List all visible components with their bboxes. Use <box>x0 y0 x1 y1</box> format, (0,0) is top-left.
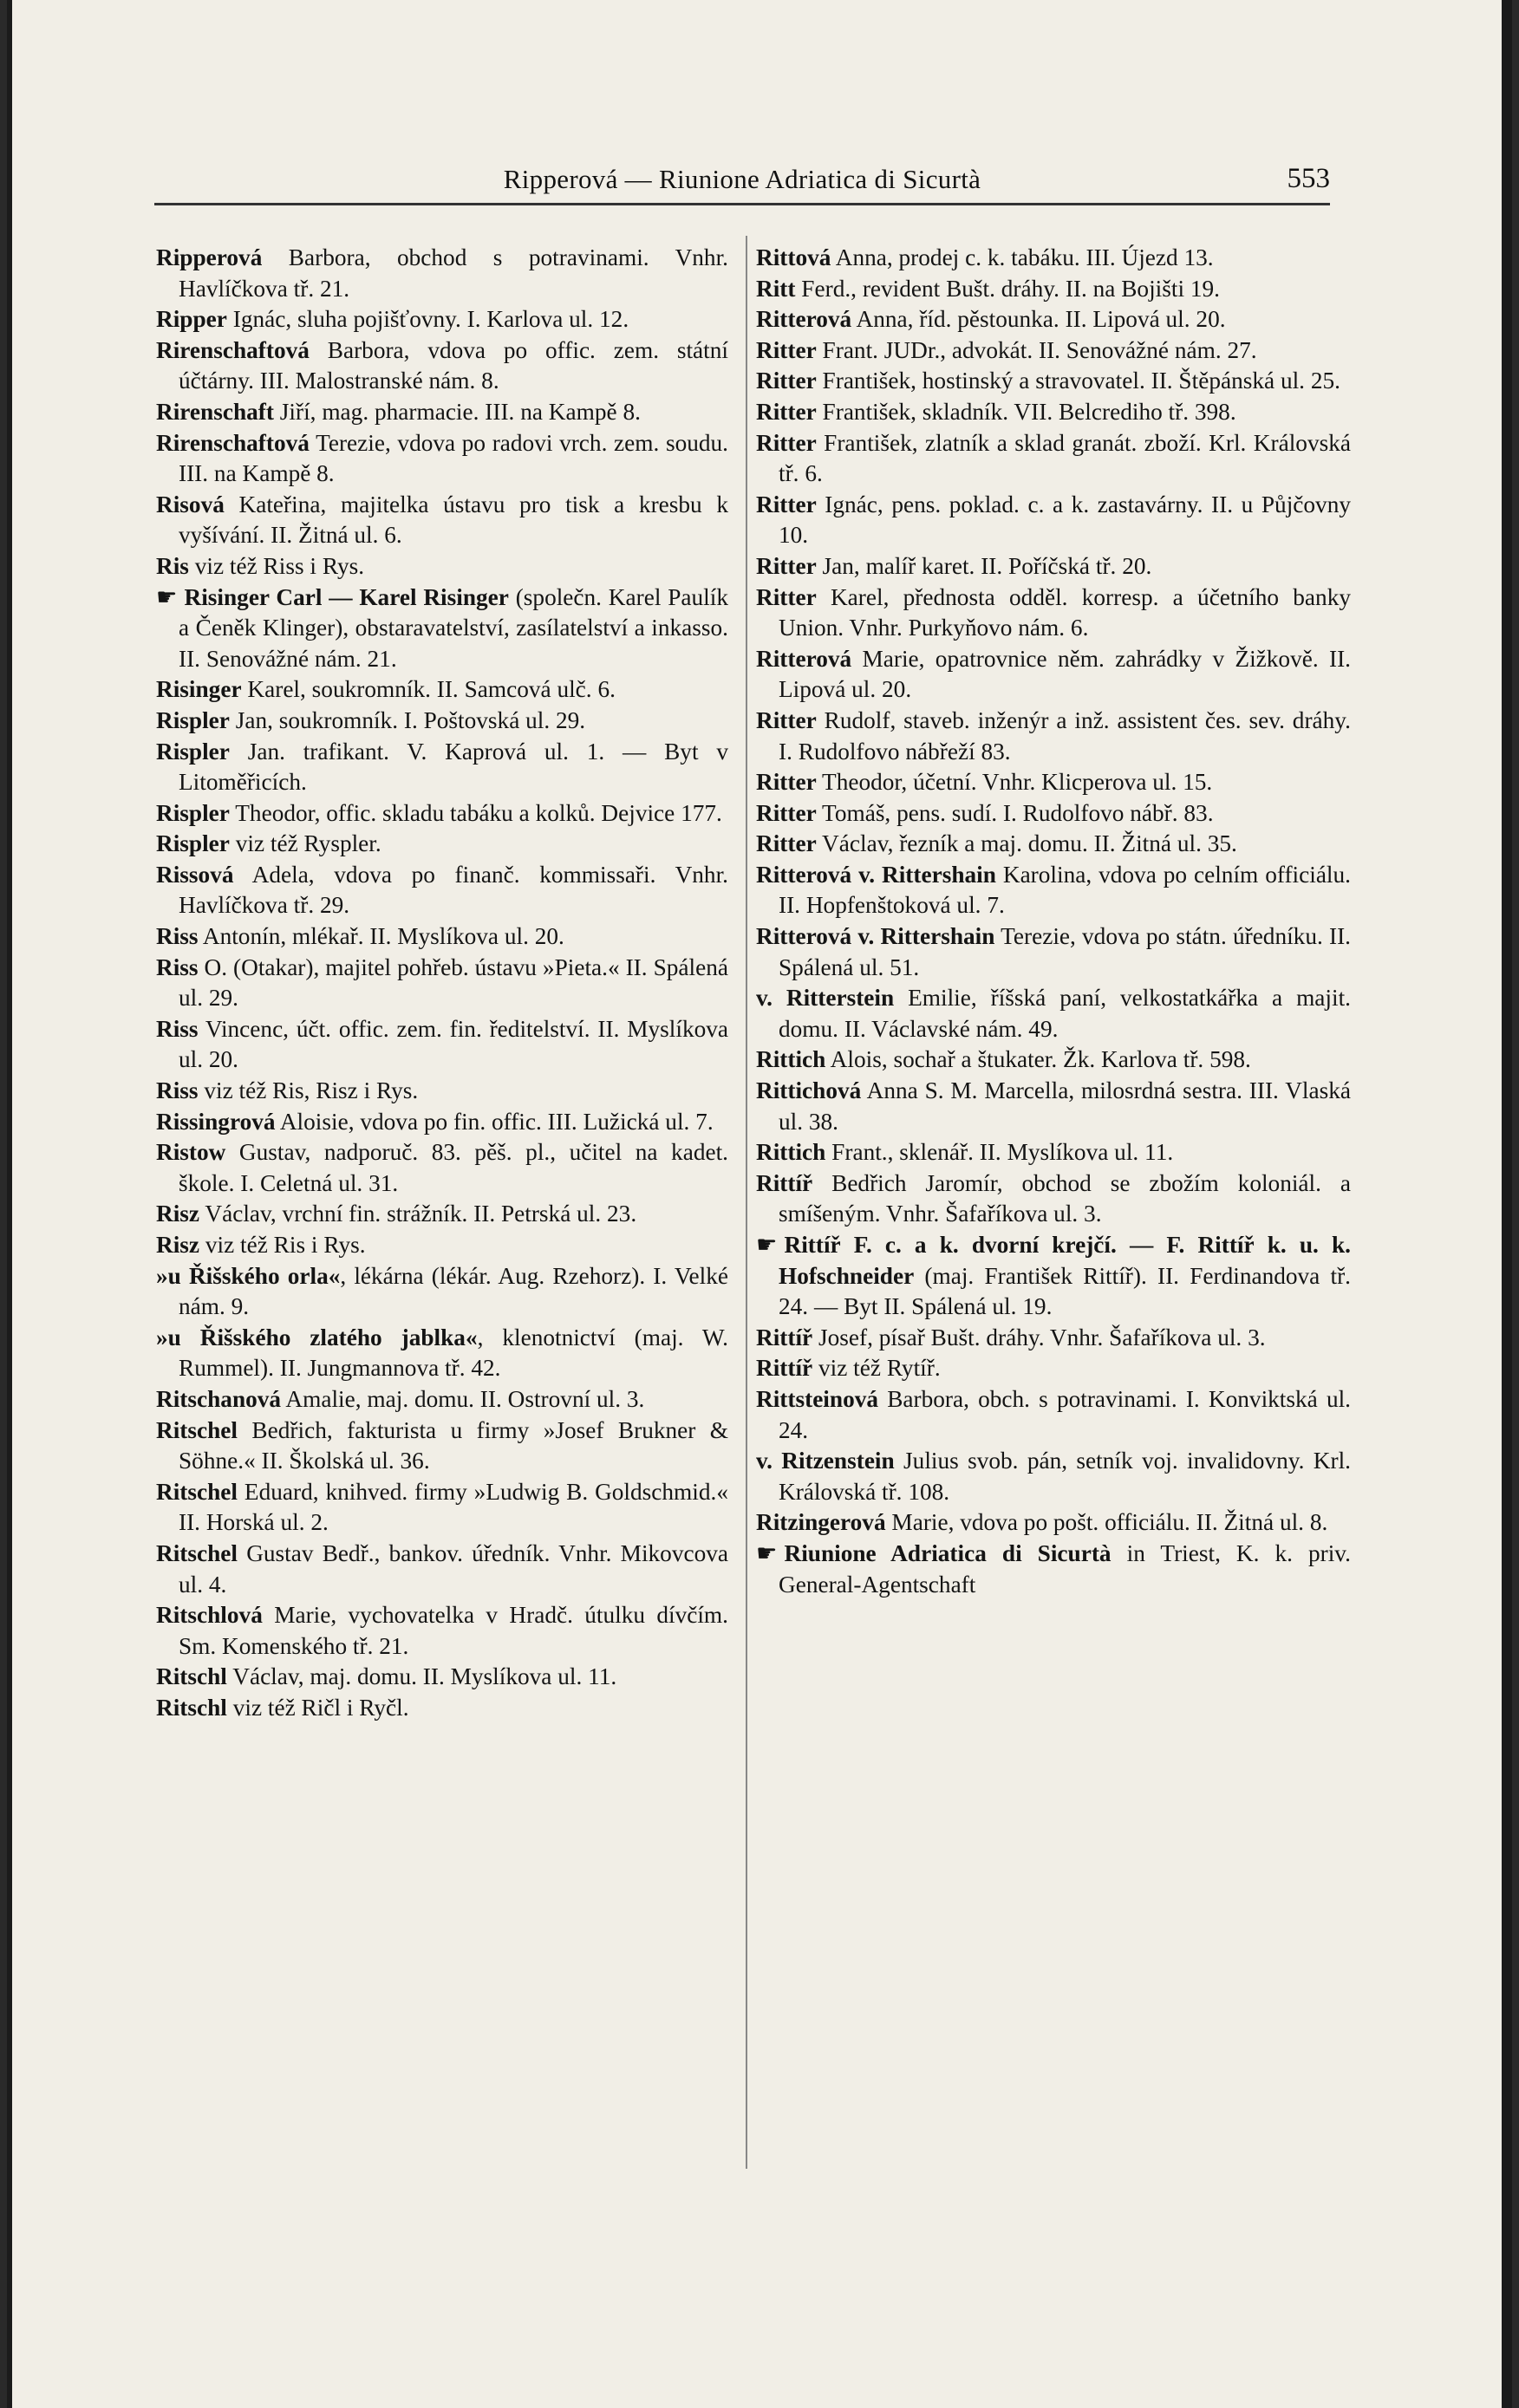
entry-name: Rittíř <box>756 1169 813 1196</box>
entry-details: Terezie, vdova po státn. úředníku. II. Spálená ul. 51. <box>779 923 1351 980</box>
entry-name: Ritterová <box>756 645 852 672</box>
entry-name: Ritschlová <box>156 1602 263 1629</box>
entry-name: Rissingrová <box>156 1108 276 1135</box>
directory-entry <box>756 366 1351 397</box>
entry-details: Emilie, říšská paní, velkostatkářka a majit. domu. II. Václavské nám. 49. <box>779 985 1351 1042</box>
entry-name: Ristow <box>156 1139 226 1166</box>
directory-entry <box>756 1323 1351 1354</box>
directory-entry <box>756 1137 1351 1168</box>
directory-entry <box>156 1230 728 1261</box>
directory-entry <box>156 1014 728 1076</box>
directory-entry <box>156 829 728 860</box>
entry-name: Ritterová v. Rittershain <box>756 923 995 950</box>
entry-details: Barbora, obchod s potravinami. Vnhr. Havlíčkova tř. 21. <box>179 244 728 302</box>
entry-details: Theodor, účetní. Vnhr. Klicperova ul. 15. <box>816 769 1213 796</box>
page-number: 553 <box>1287 163 1330 194</box>
directory-entry <box>756 1446 1351 1507</box>
directory-entry <box>156 1199 728 1230</box>
entry-details: , lékárna (lékár. Aug. Rzehorz). I. Velké nám. 9. <box>179 1262 728 1320</box>
entry-name: Ritter <box>756 830 817 857</box>
entry-details: Alois, sochař a štukater. Žk. Karlova tř. 598. <box>825 1046 1251 1073</box>
entry-details: Theodor, offic. skladu tabáku a kolků. Dejvice 177. <box>229 799 722 826</box>
directory-entry <box>156 1076 728 1107</box>
entry-name: Rissová <box>156 861 234 888</box>
directory-entry <box>756 1384 1351 1446</box>
directory-entry <box>156 1416 728 1477</box>
entry-name: Ritterová v. Rittershain <box>756 861 996 888</box>
directory-entry <box>156 551 728 582</box>
directory-entry <box>756 1076 1351 1137</box>
entry-name: Ripperová <box>156 244 263 270</box>
entry-details: Tomáš, pens. sudí. I. Rudolfovo nábř. 83. <box>816 799 1214 826</box>
directory-entry <box>156 1137 728 1199</box>
directory-entry <box>756 1507 1351 1539</box>
directory-entry <box>156 490 728 551</box>
directory-entry <box>756 1230 1351 1323</box>
entry-details: Jan. trafikant. V. Kaprová ul. 1. — Byt v Litoměřicích. <box>179 738 728 796</box>
entry-name: Rirenschaftová <box>156 336 310 363</box>
entry-details: Adela, vdova po finanč. kommissaři. Vnhr. Havlíčkova tř. 29. <box>179 861 728 919</box>
entry-details: Rudolf, staveb. inženýr a inž. assistent čes. sev. dráhy. I. Rudolfovo nábřeží 83. <box>779 706 1351 765</box>
entry-details: Vincenc, účt. offic. zem. fin. ředitelství. II. Myslíkova ul. 20. <box>179 1015 728 1073</box>
entry-name: Rittíř F. c. a k. dvorní krejčí. — F. Rittíř k. u. k. Hofschneider <box>779 1232 1351 1289</box>
entry-details: Frant. JUDr., advokát. II. Senovážné nám. 27. <box>816 336 1257 363</box>
directory-entry <box>756 582 1351 644</box>
entry-name: Ritschl <box>156 1663 227 1690</box>
directory-entry <box>156 428 728 490</box>
entry-name: Rittsteinová <box>756 1385 879 1412</box>
entry-name: Rispler <box>156 830 230 857</box>
page-edge-right <box>1512 0 1519 2408</box>
entry-name: Rirenschaftová <box>156 429 310 456</box>
entry-details: Anna, říd. pěstounka. II. Lipová ul. 20. <box>851 306 1226 333</box>
pointing-hand-icon: ☛ <box>156 583 178 611</box>
entry-details: viz též Rytíř. <box>812 1355 941 1382</box>
entry-details: Václav, řezník a maj. domu. II. Žitná ul. 35. <box>816 830 1237 857</box>
directory-entry <box>156 397 728 428</box>
directory-entry <box>156 798 728 830</box>
entry-name: Ritschel <box>156 1416 238 1443</box>
entry-details: František, skladník. VII. Belcrediho tř. 398. <box>816 398 1236 425</box>
entry-name: Rittová <box>756 244 831 270</box>
entry-details: , klenotnictví (maj. W. Rummel). II. Jungmannova tř. 42. <box>179 1324 728 1382</box>
entry-details: Ferd., revident Bušt. dráhy. II. na Bojišti 19. <box>795 275 1220 302</box>
entry-name: Ritschl <box>156 1694 227 1721</box>
entry-name: Rittíř <box>756 1355 813 1382</box>
directory-entry <box>156 1662 728 1693</box>
directory-entry <box>156 860 728 921</box>
entry-details: viz též Ris, Risz i Rys. <box>198 1077 419 1104</box>
entry-name: Ritter <box>756 706 817 733</box>
running-title: Ripperová — Riunione Adriatica di Sicurtà <box>503 164 981 194</box>
entry-name: Ritter <box>756 552 817 579</box>
entry-details: Bedřich, fakturista u firmy »Josef Brukner & Söhne.« II. Školská ul. 36. <box>179 1416 728 1474</box>
entry-name: Rispler <box>156 738 230 765</box>
pointing-hand-icon: ☛ <box>756 1232 778 1259</box>
entry-details: Anna S. M. Marcella, milosrdná sestra. III. Vlaská ul. 38. <box>779 1077 1351 1135</box>
directory-page <box>12 0 1502 2408</box>
directory-entry <box>156 706 728 737</box>
entry-name: Ritter <box>756 491 817 517</box>
entry-name: Risinger <box>156 676 242 703</box>
entry-name: Ritter <box>756 799 817 826</box>
entry-details: Anna, prodej c. k. tabáku. III. Újezd 13. <box>831 244 1214 270</box>
entry-name: Rittíř <box>756 1324 813 1350</box>
directory-entry <box>156 674 728 706</box>
entry-details: Antonín, mlékař. II. Myslíkova ul. 20. <box>198 923 564 950</box>
entry-details: viz též Ričl i Ryčl. <box>226 1694 409 1721</box>
entry-name: Ritschanová <box>156 1385 282 1412</box>
entry-name: Rispler <box>156 706 230 733</box>
directory-entry <box>756 1045 1351 1076</box>
entry-name: Rittich <box>756 1046 826 1073</box>
entry-name: Ritter <box>756 336 817 363</box>
directory-entry <box>156 1261 728 1323</box>
entry-details: Václav, vrchní fin. strážník. II. Petrská ul. 23. <box>199 1201 637 1227</box>
entry-name: Ritter <box>756 769 817 796</box>
directory-entry <box>756 274 1351 305</box>
left-column <box>156 243 728 1724</box>
directory-entry <box>156 243 728 304</box>
entry-details: Marie, vdova po pošt. officiálu. II. Žitná ul. 8. <box>885 1509 1328 1536</box>
entry-details: Kateřina, majitelka ústavu pro tisk a kresbu k vyšívání. II. Žitná ul. 6. <box>179 491 728 549</box>
entry-name: Risz <box>156 1232 200 1258</box>
directory-entry <box>756 1168 1351 1230</box>
directory-entry <box>756 706 1351 767</box>
entry-name: Rittichová <box>756 1077 862 1104</box>
entry-details: František, hostinský a stravovatel. II. Štěpánská ul. 25. <box>816 368 1340 394</box>
entry-name: Ritschel <box>156 1478 238 1505</box>
entry-details: Amalie, maj. domu. II. Ostrovní ul. 3. <box>281 1385 645 1412</box>
directory-entry <box>156 304 728 335</box>
entry-details: viz též Riss i Rys. <box>188 552 365 579</box>
entry-details: viz též Ryspler. <box>229 830 381 857</box>
directory-entry <box>156 953 728 1014</box>
entry-name: Ritterová <box>756 306 852 333</box>
entry-details: Jan, soukromník. I. Poštovská ul. 29. <box>229 706 586 733</box>
directory-entry <box>756 428 1351 490</box>
directory-entry <box>156 1539 728 1600</box>
entry-name: Risinger Carl — Karel Risinger <box>184 583 509 610</box>
directory-entry <box>756 243 1351 274</box>
directory-entry <box>756 397 1351 428</box>
entry-name: Ritschel <box>156 1539 238 1566</box>
directory-entry <box>756 767 1351 798</box>
directory-entry <box>756 1539 1351 1600</box>
entry-name: Ritzingerová <box>756 1509 886 1536</box>
directory-entry <box>756 798 1351 830</box>
entry-name: Ris <box>156 552 189 579</box>
entry-name: »u Řišského zlatého jablka« <box>156 1324 478 1350</box>
entry-details: Marie, vychovatelka v Hradč. útulku dívčím. Sm. Komenského tř. 21. <box>179 1602 728 1659</box>
directory-entry <box>756 860 1351 921</box>
entry-name: Rispler <box>156 799 230 826</box>
entry-name: Ritt <box>756 275 796 302</box>
directory-entry <box>156 1477 728 1539</box>
directory-entry <box>756 1353 1351 1384</box>
entry-name: Rirenschaft <box>156 398 274 425</box>
entry-details: Václav, maj. domu. II. Myslíkova ul. 11. <box>226 1663 617 1690</box>
entry-details: Karolina, vdova po celním officiálu. II. Hopfenštoková ul. 7. <box>779 861 1351 919</box>
directory-entry <box>156 1600 728 1662</box>
entry-details: Terezie, vdova po radovi vrch. zem. soudu. III. na Kampě 8. <box>179 429 728 487</box>
directory-entry <box>156 335 728 397</box>
entry-details: Barbora, vdova po offic. zem. státní účtárny. III. Malostranské nám. 8. <box>179 336 728 394</box>
entry-details: Gustav Bedř., bankov. úředník. Vnhr. Mikovcova ul. 4. <box>179 1539 728 1598</box>
directory-entry <box>156 1323 728 1384</box>
entry-name: v. Ritzenstein <box>756 1448 895 1474</box>
directory-entry <box>756 304 1351 335</box>
right-column <box>756 243 1351 1600</box>
entry-details: Jiří, mag. pharmacie. III. na Kampě 8. <box>273 398 641 425</box>
entry-name: Risz <box>156 1201 200 1227</box>
directory-entry <box>756 983 1351 1045</box>
directory-entry <box>156 1693 728 1724</box>
directory-entry <box>756 490 1351 551</box>
entry-name: »u Řišského orla« <box>156 1262 341 1289</box>
entry-details: František, zlatník a sklad granát. zboží. Krl. Královská tř. 6. <box>779 429 1351 487</box>
entry-details: Jan, malíř karet. II. Poříčská tř. 20. <box>816 552 1152 579</box>
directory-entry <box>756 551 1351 582</box>
directory-entry <box>756 335 1351 367</box>
entry-details: in Triest, K. k. priv. General-Agentschaft <box>779 1539 1351 1598</box>
entry-name: Riss <box>156 953 199 980</box>
entry-name: v. Ritterstein <box>756 985 895 1012</box>
entry-name: Ritter <box>756 368 817 394</box>
entry-name: Riunione Adriatica di Sicurtà <box>784 1539 1112 1566</box>
directory-entry <box>756 829 1351 860</box>
running-header <box>154 156 1330 205</box>
entry-name: Rittich <box>756 1139 826 1166</box>
directory-entry <box>156 1384 728 1416</box>
entry-name: Ritter <box>756 429 817 456</box>
entry-details: Gustav, nadporuč. 83. pěš. pl., učitel na kadet. škole. I. Celetná ul. 31. <box>179 1139 728 1196</box>
entry-name: Ritter <box>756 583 817 610</box>
entry-name: Riss <box>156 1015 199 1042</box>
entry-details: viz též Ris i Rys. <box>199 1232 366 1258</box>
entry-details: Eduard, knihved. firmy »Ludwig B. Goldschmid.« II. Horská ul. 2. <box>179 1478 728 1536</box>
entry-details: Ignác, sluha pojišťovny. I. Karlova ul. 12. <box>226 306 629 333</box>
entry-name: Risová <box>156 491 225 517</box>
entry-details: Karel, přednosta odděl. korresp. a účetního banky Union. Vnhr. Purkyňovo nám. 6. <box>779 583 1351 641</box>
entry-name: Riss <box>156 1077 199 1104</box>
entry-details: O. (Otakar), majitel pohřeb. ústavu »Pieta.« II. Spálená ul. 29. <box>179 953 728 1012</box>
directory-entry <box>756 644 1351 706</box>
page-edge-left <box>0 0 7 2408</box>
entry-details: Aloisie, vdova po fin. offic. III. Lužická ul. 7. <box>275 1108 714 1135</box>
entry-details: Josef, písař Bušt. dráhy. Vnhr. Šafaříkova ul. 3. <box>812 1324 1266 1350</box>
directory-entry <box>156 1107 728 1138</box>
entry-details: Marie, opatrovnice něm. zahrádky v Žižkově. II. Lipová ul. 20. <box>779 645 1351 703</box>
entry-details: Barbora, obch. s potravinami. I. Konviktská ul. 24. <box>779 1385 1351 1443</box>
directory-entry <box>156 921 728 953</box>
entry-details: Karel, soukromník. II. Samcová ulč. 6. <box>241 676 616 703</box>
entry-name: Ripper <box>156 306 227 333</box>
directory-entry <box>756 921 1351 983</box>
entry-details: (společn. Karel Paulík a Čeněk Klinger), obstaravatelství, zasílatelství a inkasso. II. Senovážné nám. 21. <box>179 583 728 672</box>
entry-details: Julius svob. pán, setník voj. invalidovny. Krl. Královská tř. 108. <box>779 1448 1351 1505</box>
entry-name: Ritter <box>756 398 817 425</box>
entry-name: Riss <box>156 923 199 950</box>
column-divider <box>746 236 747 2169</box>
entry-details: Frant., sklenář. II. Myslíkova ul. 11. <box>825 1139 1174 1166</box>
entry-details: Ignác, pens. poklad. c. a k. zastavárny. II. u Půjčovny 10. <box>779 491 1351 549</box>
pointing-hand-icon: ☛ <box>756 1539 778 1567</box>
entry-details: Bedřich Jaromír, obchod se zbožím koloniál. a smíšeným. Vnhr. Šafaříkova ul. 3. <box>779 1169 1351 1227</box>
directory-entry <box>156 582 728 675</box>
entry-details: (maj. František Rittíř). II. Ferdinandova tř. 24. — Byt II. Spálená ul. 19. <box>779 1262 1351 1320</box>
directory-entry <box>156 737 728 798</box>
